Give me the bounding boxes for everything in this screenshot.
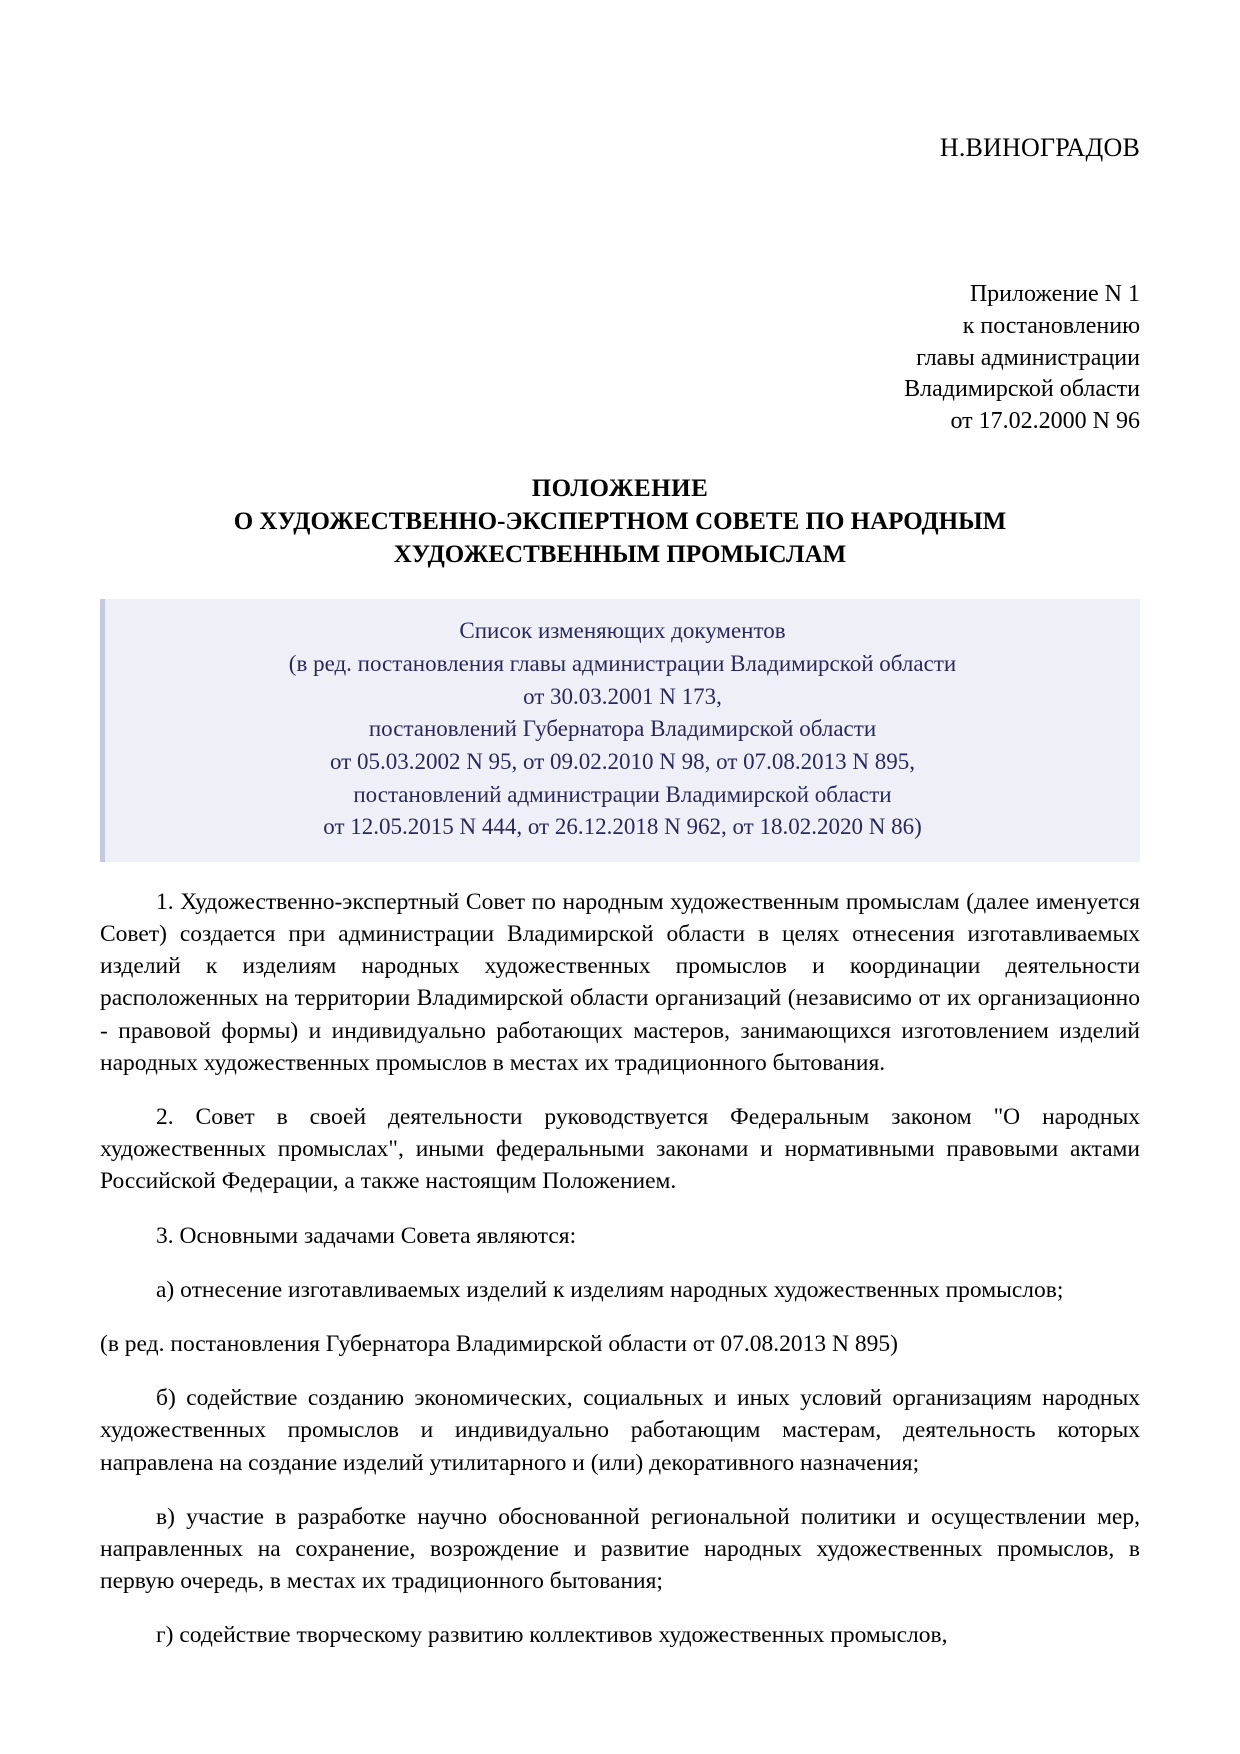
signatory-name: Н.ВИНОГРАДОВ — [939, 133, 1140, 162]
paragraph-2: 2. Совет в своей деятельности руководствуется Федеральным законом "О народных художественных промыслах", иными федеральными законами и нормативными правовыми актами Российской Федерации, а также настоящим Положением. — [100, 1104, 1140, 1195]
paragraph-3v: в) участие в разработке научно обоснованной региональной политики и осуществлении мер, направленных на сохранение, возрождение и развитие народных художественных промыслов, в первую очередь, в местах их традиционного бытования; — [100, 1503, 1140, 1595]
paragraph-3a: а) отнесение изготавливаемых изделий к изделиям народных художественных промыслов; — [156, 1276, 1064, 1303]
amendments-line-4: от 05.03.2002 N 95, от 09.02.2010 N 98, от 07.08.2013 N 895, — [329, 748, 916, 774]
appendix-number: Приложение N 1 — [969, 281, 1140, 308]
amendments-line-2: от 30.03.2001 N 173, — [523, 683, 722, 709]
appendix-authority-line: главы администрации — [916, 344, 1140, 371]
document-body — [100, 886, 1140, 1652]
paragraph-1: 1. Художественно-экспертный Совет по народным художественным промыслам (далее именуется Совет) создается при администрации Владимирской области в целях отнесения изготавливаемых изделий к изделиям народных художественных промыслов и координации деятельности расположенных на территории Владимирской области организаций (независимо от их организационно - правовой формы) и индивидуально работающих мастеров, занимающихся изготовлением изделий народных художественных промыслов в местах их традиционного бытования. — [100, 888, 1140, 1076]
page-content — [100, 0, 1140, 1651]
appendix-decree-line: к постановлению — [962, 312, 1140, 339]
amendments-line-3: постановлений Губернатора Владимирской области — [368, 716, 877, 742]
amendments-line-6: от 12.05.2015 N 444, от 26.12.2018 N 962, от 18.02.2020 N 86) — [323, 814, 922, 840]
amendments-callout — [100, 599, 1140, 862]
appendix-reference-block — [100, 279, 1140, 437]
appendix-region-line: Владимирской области — [904, 376, 1140, 403]
amendments-heading: Список изменяющих документов — [459, 618, 786, 644]
paragraph-3: 3. Основными задачами Совета являются: — [156, 1222, 577, 1249]
title-line-3: ХУДОЖЕСТВЕННЫМ ПРОМЫСЛАМ — [393, 541, 847, 569]
paragraph-3b: б) содействие созданию экономических, социальных и иных условий организациям народных художественных промыслов и индивидуально работающим мастерам, деятельность которых направлена на создание изделий утилитарного и (или) декоративного назначения; — [100, 1385, 1140, 1476]
amendments-line-5: постановлений администрации Владимирской области — [353, 781, 892, 807]
paragraph-3g: г) содействие творческому развитию коллективов художественных промыслов, — [156, 1622, 948, 1649]
title-line-1: ПОЛОЖЕНИЕ — [531, 474, 709, 502]
title-line-2: О ХУДОЖЕСТВЕННО-ЭКСПЕРТНОМ СОВЕТЕ ПО НАРОДНЫМ — [233, 507, 1007, 535]
document-title — [100, 472, 1140, 572]
amendments-line-1: (в ред. постановления главы администрации Владимирской области — [288, 650, 957, 676]
appendix-date-number: от 17.02.2000 N 96 — [950, 407, 1140, 434]
editorial-note-3a: (в ред. постановления Губернатора Владимирской области от 07.08.2013 N 895) — [100, 1330, 898, 1357]
